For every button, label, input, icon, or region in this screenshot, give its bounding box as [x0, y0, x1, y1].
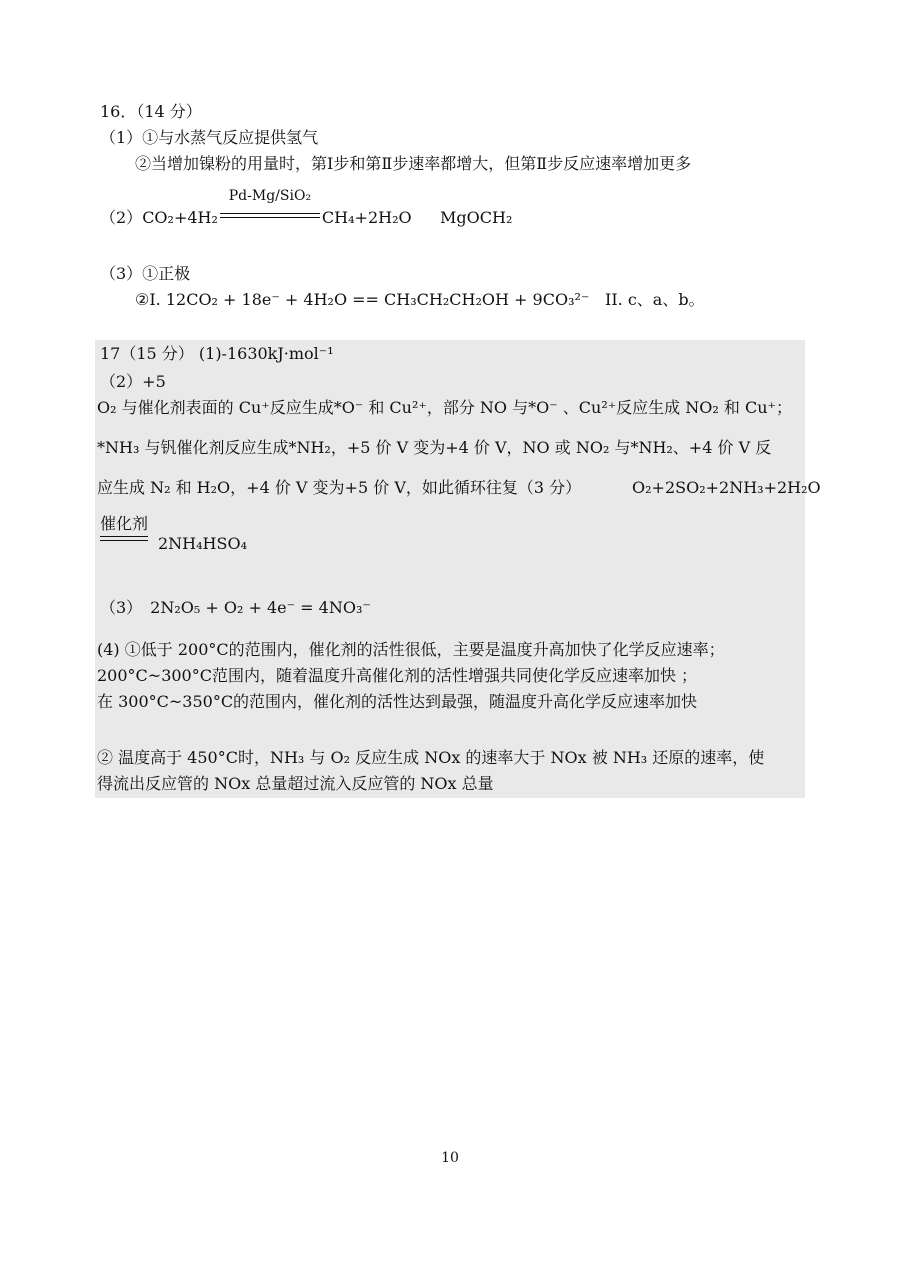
- q17-part4-line2: 200°C~300°C范围内，随着温度升高催化剂的活性增强共同使化学反应速率加快 ；: [97, 666, 698, 685]
- q16-part2-extra: MgOCH₂: [440, 208, 513, 227]
- q16-part3-item2: ②I. 12CO₂ + 18e⁻ + 4H₂O == CH₃CH₂CH₂OH + 9CO₃²⁻: [135, 290, 590, 309]
- q17-part2-line1: O₂ 与催化剂表面的 Cu⁺反应生成*O⁻ 和 Cu²⁺，部分 NO 与*O⁻ 、Cu²⁺反应生成 NO₂ 和 Cu⁺；: [97, 398, 792, 417]
- q16-part1-item2: ②当增加镍粉的用量时，第Ⅰ步和第Ⅱ步速率都增大，但第Ⅱ步反应速率增加更多: [135, 154, 692, 173]
- q17-part4-line3: 在 300°C~350°C的范围内，催化剂的活性达到最强，随温度升高化学反应速率加快: [97, 692, 698, 711]
- q17-catalyst-product: 2NH₄HSO₄: [158, 534, 247, 553]
- q16-header: 16．（14 分）: [100, 102, 202, 121]
- q16-part3-item1: （3）①正极: [100, 264, 191, 283]
- catalyst-label: 催化剂: [100, 514, 149, 533]
- q16-part2-equation: [100, 188, 412, 228]
- q17-part4-line4: ② 温度高于 450°C时，NH₃ 与 O₂ 反应生成 NOx 的速率大于 NOx 被 NH₃ 还原的速率，使: [97, 748, 765, 767]
- q17-part4-line1: (4) ①低于 200°C的范围内，催化剂的活性很低，主要是温度升高加快了化学反应速率；: [97, 640, 725, 659]
- q17-part4-line5: 得流出反应管的 NOx 总量超过流入反应管的 NOx 总量: [97, 774, 494, 793]
- q17-header: 17（15 分） (1)-1630kJ·mol⁻¹: [100, 344, 334, 363]
- reaction-condition: Pd-Mg/SiO₂: [228, 188, 312, 204]
- reaction-condition-arrow: [220, 188, 320, 228]
- catalyst-arrow: [100, 514, 148, 534]
- q16-part2-reactants: CO₂+4H₂: [142, 208, 218, 227]
- q17-part2-line2: *NH₃ 与钒催化剂反应生成*NH₂，+5 价 V 变为+4 价 V，NO 或 NO₂ 与*NH₂、+4 价 V 反: [97, 438, 772, 457]
- q17-part2-label: （2）+5: [100, 372, 166, 391]
- q17-part2-line3: 应生成 N₂ 和 H₂O，+4 价 V 变为+5 价 V，如此循环往复（3 分）: [97, 478, 582, 497]
- page-number: 10: [441, 1150, 459, 1166]
- q17-part3: （3） 2N₂O₅ + O₂ + 4e⁻ = 4NO₃⁻: [100, 598, 371, 617]
- q17-part2-equation-lhs: O₂+2SO₂+2NH₃+2H₂O: [632, 478, 821, 497]
- q16-part3-item3: II. c、a、b。: [605, 290, 705, 309]
- q16-part1-item1: （1）①与水蒸气反应提供氢气: [100, 128, 319, 147]
- q16-part2-label: （2）: [100, 208, 143, 227]
- q17-catalyst-equation: [100, 514, 148, 534]
- q16-part2-products: CH₄+2H₂O: [321, 208, 412, 227]
